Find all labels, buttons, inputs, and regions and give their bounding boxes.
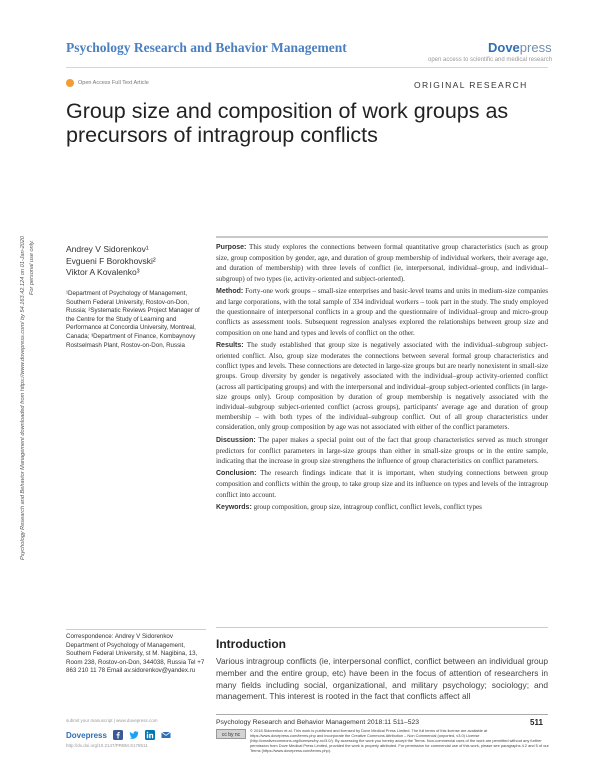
download-note — [20, 120, 46, 560]
author-list — [66, 244, 156, 279]
footer-rule — [216, 714, 548, 715]
download-note-line1: Psychology Research and Behavior Management downloaded from https://www.dovepress.com/ by 54.163.42.124 on 01-Jan-2020 — [20, 235, 26, 560]
keywords-label: Keywords: — [216, 503, 252, 511]
discussion-text: The paper makes a special point out of the fact that group characteristics served as much stronger predictors for conflict parameters in large-size groups than either in small-size groups or in the entire sample, indicating that the increase in group size strengthens the influence of group characteristics on conflict parameters. — [216, 435, 548, 466]
keywords-text: group composition, group size, intragroup conflict, conflict levels, conflict types — [253, 502, 482, 511]
abstract-top-rule — [216, 236, 548, 238]
method-label: Method: — [216, 287, 244, 295]
purpose-label: Purpose: — [216, 244, 247, 251]
download-note-line2: For personal use only. — [29, 240, 35, 295]
dovepress-logo[interactable] — [488, 40, 552, 55]
author: Andrey V Sidorenkov¹ — [66, 244, 149, 254]
footer-brand — [66, 730, 171, 740]
journal-title: Psychology Research and Behavior Management — [66, 40, 347, 55]
method-text: Forty-one work groups – small-size enterprises and basic-level teams and units in medium-size companies and large corporations, with the total sample of 334 individual workers – took part in the study. The study employed the questionnaire of interpersonal conflicts in a group and the questionnaire of individual–group and micro-group conflicts as assessment tools. Subsequent regression analyses explored the relationships between group size and composition on one hand and types and levels of conflict on the other. — [216, 286, 549, 337]
cc-license-badge[interactable]: cc by nc — [216, 729, 246, 739]
brand-bold: Dove — [488, 40, 520, 55]
abstract-bottom-rule — [216, 627, 548, 628]
conclusion-label: Conclusion: — [216, 470, 257, 478]
brand-tagline: open access to scientific and medical research — [428, 57, 553, 63]
brand-light: press — [519, 40, 552, 55]
affiliations: ¹Department of Psychology of Management, Southern Federal University, Rostov-on-Don, Russia; ²Systematic Reviews Project Manager of the Centre for the Study of Learning and Performance at Concordia University, Montreal, Canada; ³Department of Finance, Kombaynovy Rostselmash Plant, Rostov-on-Don, Russia — [66, 290, 200, 349]
open-access-text: Open Access Full Text Article — [78, 80, 149, 86]
conclusion-text: The research findings indicate that it is important, when studying connections between group composition and conflicts within the group, to take group size and its influence on types and levels of the intragroup conflict into account. — [216, 469, 548, 499]
footer-dovepress-logo[interactable]: Dovepress — [66, 730, 107, 740]
results-text: The study established that group size is negatively associated with the individual–subgroup subject-oriented conflict. Also, group size moderates the connections between several formal group characteristics and conflict types and levels. These connections are detected in large-size groups but are nearly nonexistent in small-size groups. Group diversity by gender is negatively associated with the individual–group activity-oriented conflict (across all participating groups) and with the interpersonal and individual–group subject-oriented conflicts (in large-size groups only). Group composition by duration of group membership is negatively associated with the individual–subgroup subject-oriented conflict (across groups), participants' average age and duration of group membership – with both types of the individual–subgroup conflict. Out of all group characteristics under consideration, only group composition by age was not associated with either of the conflict parameters. — [216, 340, 548, 432]
open-access-label — [66, 79, 149, 87]
license-text: © 2018 Sidorenkov et al. This work is published and licensed by Dove Medical Press Limited. The full terms of this license are available at https://www.dovepress.com/terms.php and incorporate the Creative Commons Attribution – Non Commercial (unported, v3.0) License (http://creativecommons.org/licenses/by-nc/3.0/). By accessing the work you hereby accept the Terms. Non-commercial uses of the work are permitted without any further permission from Dove Medical Press Limited, provided the work is properly attributed. For permission for commercial use of this work, please see paragraphs 4.2 and 5 of our Terms (https://www.dovepress.com/terms.php). — [250, 728, 549, 753]
mail-icon[interactable] — [161, 730, 171, 740]
linkedin-icon[interactable] — [145, 730, 155, 740]
results-label: Results: — [216, 341, 244, 349]
author: Evgueni F Borokhovski² — [66, 255, 156, 266]
page-number: 511 — [530, 718, 543, 727]
discussion-label: Discussion: — [216, 436, 256, 444]
purpose-text: This study explores the connections between formal quantitative group characteristics (such as group size, group composition by gender, age, and duration of group membership of individual workers, their average age, and duration of membership) with three levels of conflict (ie, interpersonal, individual–group, and individual–subgroup) of two types (ie, activity-oriented and subject-oriented). — [216, 243, 548, 283]
introduction-text: Various intragroup conflicts (ie, interpersonal conflict, conflict between an individual group member and the entire group, etc) have been in the focus of attention of researchers in many fields including social, organizational, and military psychology; sociology; and management. This interest is rooted in the fact that conflicts affect all — [216, 656, 548, 702]
article-type: ORIGINAL RESEARCH — [414, 80, 528, 90]
open-access-icon — [66, 79, 74, 87]
introduction-heading: Introduction — [216, 637, 286, 651]
author: Viktor A Kovalenko³ — [66, 267, 140, 277]
header-divider — [66, 67, 548, 68]
twitter-icon[interactable] — [129, 730, 139, 740]
correspondence: Correspondence: Andrey V Sidorenkov Department of Psychology of Management, Southern Federal University, st M. Nagibina, 13, Room 238, Rostov-on-Don, 344038, Russia Tel +7 863 210 11 78 Email av.sidorenkov@yandex.ru — [66, 633, 205, 675]
footer-journal-line: Psychology Research and Behavior Management 2018:11 511–523 — [216, 719, 420, 726]
facebook-icon[interactable] — [113, 730, 123, 740]
abstract — [216, 242, 548, 515]
doi-link[interactable]: http://dx.doi.org/10.2147/PRBM.S178511 — [66, 743, 148, 748]
article-title: Group size and composition of work groups as precursors of intragroup conflicts — [66, 99, 509, 147]
correspondence-rule — [66, 629, 206, 630]
submit-link[interactable]: submit your manuscript | www.dovepress.com — [66, 718, 158, 723]
